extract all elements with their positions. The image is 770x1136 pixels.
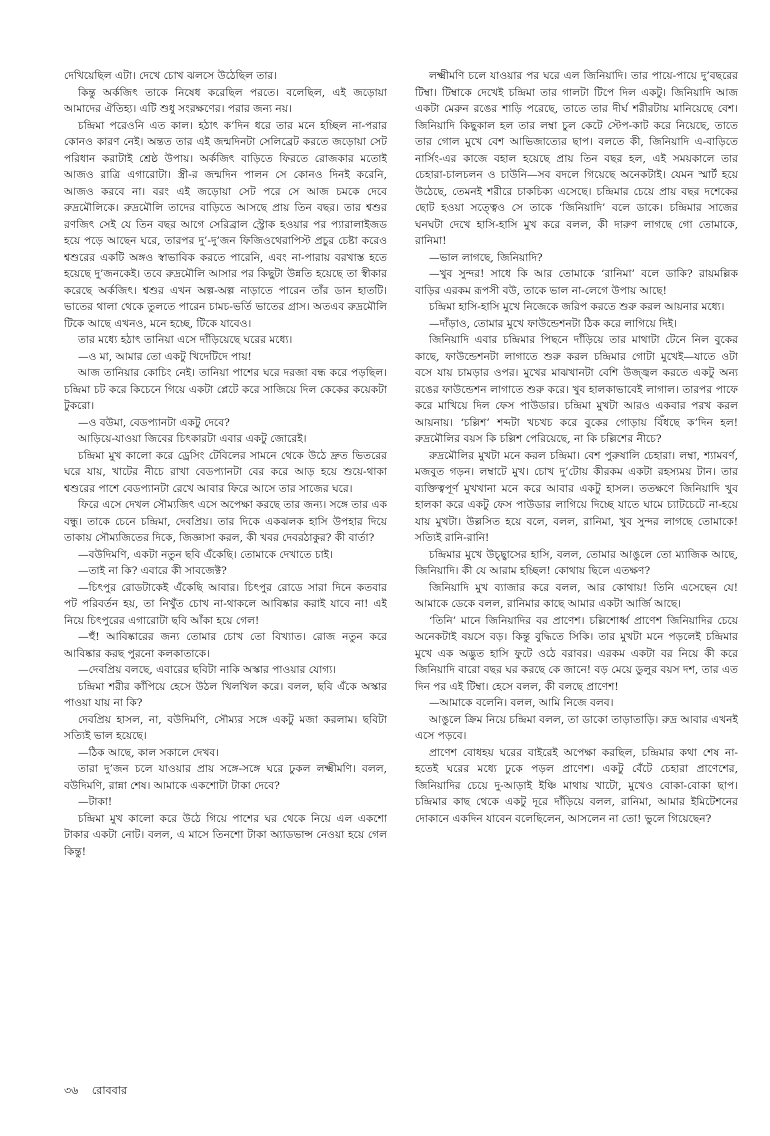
paragraph: —ও বউমা, বেডপ্যানটা একটু দেবে?: [78, 416, 230, 429]
paragraph: জিনিয়াদি মুখ ব্যাজার করে বলল, আর কোথায়! তিনি এসেছেন যে! আমাকে ডেকে বলল, রানিমার কাছে আমার একটা আর্জি আছে।: [415, 581, 738, 610]
right-column: [415, 68, 738, 1058]
paragraph: তার মধ্যে হঠাৎ তানিয়া এসে দাঁড়িয়েছে ঘরের মধ্যে।: [78, 334, 293, 346]
paragraph: —আমাকে বলেনি। বলল, আমি নিজে বলব।: [429, 697, 614, 709]
paragraph: —তাই না কি? এবারে কী সাবজেক্ট?: [78, 565, 227, 577]
paragraph: চন্দ্রিমা শরীর কাঁপিয়ে হেসে উঠল খিলখিল করে। বলল, ছবি এঁকে অস্কার পাওয়া যায় না কি?: [64, 680, 387, 709]
paragraph: আজ তানিয়ার কোচিং নেই। তানিয়া পাশের ঘরে দরজা বন্ধ করে পড়ছিল। চন্দ্রিমা চট করে কিচেনে গিয়ে একটা প্লেটে করে সাজিয়ে দিল কেকের কয়েকটা টুকরো।: [64, 367, 387, 412]
paragraph: চন্দ্রিমার মুখে উচ্ছ্বাসের হাসি, বলল, তোমার আঙুলে তো ম্যাজিক আছে, জিনিয়াদি। কী যে আরাম হচ্ছিল! কোথায় ছিলে এতক্ষণ?: [415, 548, 738, 577]
paragraph: —বউদিমণি, একটা নতুন ছবি এঁকেছি। তোমাকে দেখাতে চাই।: [78, 548, 333, 561]
paragraph: রুদ্রমৌলির মুখটা মনে করল চন্দ্রিমা। বেশ পুরুষালি চেহারা। লম্বা, শ্যামবর্ণ, মজবুত গড়ন। লম্বাটে মুখ। চোখ দু’টোয় কীরকম একটা রহস্যময় টান। তার ব্যক্তিত্বপূর্ণ মুখখানা মনে করে আবার একটু হাসল। ততক্ষণে জিনিয়াদি খুব হালকা করে একটু ফেস পাউডার লাগিয়ে দিচ্ছে যাতে ঘামে চ্যাটচেটে না-হয়ে যায় মুখটা। উল্লসিত হয়ে বলে, বলল, রানিমা, খুব সুন্দর লাগছে তোমাকে! সত্যিই রানি-রানি!: [415, 449, 738, 544]
paragraph: —ঠিক আছে, কাল সকালে দেখব।: [78, 746, 220, 759]
article-body: [64, 68, 738, 1058]
paragraph: —দাঁড়াও, তোমার মুখে ফাউন্ডেশনটা ঠিক করে লাগিয়ে দিই।: [429, 317, 677, 330]
paragraph: ‘তিনি’ মানে জিনিয়াদির বর প্রাণেশ। চল্লিশোর্ধ্ব প্রাণেশ জিনিয়াদির চেয়ে অনেকটাই বয়সে বড়। কিন্তু বুদ্ধিতে সিকি। তার মুখটা মনে পড়লেই চন্দ্রিমার মুখে এক অদ্ভুত হাসি ফুটে ওঠে বরাবর। এরকম একটা বর নিয়ে কী করে জিনিয়াদি বারো বছর ঘর করছে কে জানে! বড় মেয়ে ডুলুর বয়স দশ, তার এত দিন পর এই টিম্বা। হেসে বলল, কী বলছে প্রাণেশ!: [415, 614, 738, 693]
paragraph: ফিরে এসে দেখল সৌম্যজিৎ এসে অপেক্ষা করছে তার জন্য। সঙ্গে তার এক বন্ধু। তাকে চেনে চন্দ্রিমা, দেবপ্রিয়। তার দিকে একঝলক হাসি উপহার দিয়ে তাকায় সৌম্যজিতের দিকে, জিজ্ঞাসা করল, কী খবর দেবরঠাকুর? কী বার্তা?: [64, 499, 387, 544]
paragraph: চন্দ্রিমা মুখ কালো করে ড্রেসিং টেবিলের সামনে থেকে উঠে দ্রুত ভিতরের ঘরে যায়, খাটের নীচে রাখা বেডপ্যানটা বের করে আড় হয়ে শুয়ে-থাকা শ্বশুরের পাশে বেডপ্যানটা রেখে আবার ফিরে আসে তার সাজের ঘরে।: [64, 449, 387, 495]
paragraph: লক্ষ্মীমণি চলে যাওয়ার পর ঘরে এল জিনিয়াদি। তার পায়ে-পায়ে দু’বছরের টিম্বা। টিম্বাকে দেখেই চন্দ্রিমা তার গালটা টিপে দিল একটু। জিনিয়াদি আজ একটা মেরুন রঙের শাড়ি পরেছে, তাতে তার দীর্ঘ শরীরটায় মানিয়েছে বেশ। জিনিয়াদি কিছুকাল হল তার লম্বা চুল কেটে স্টেপ-কাট করে নিয়েছে, তাতে তার গোল মুখে বেশ আভিজাত্যের ছাপ। বলতে কী, জিনিয়াদি এ-বাড়িতে নার্সিং-এর কাজে বহাল হয়েছে প্রায় তিন বছর হল, এই সময়কালে তার চেহারা-চালচলন ও চাউনি—সব বদলে গিয়েছে অনেকটাই। যেমন স্মার্ট হয়ে উঠেছে, তেমনই শরীরে চাকচিক্য এসেছে। চন্দ্রিমার চেয়ে প্রায় বছর দশেকের ছোট হওয়া সত্ত্বেও সে তাকে ‘জিনিয়াদি’ বলে ডাকে। চন্দ্রিমার সাজের ঘনঘটা দেখে হাসি-হাসি মুখ করে বলল, কী দারুণ লাগছে গো তোমাকে, রানিমা!: [415, 70, 738, 247]
page-number: ৩৬: [64, 1084, 79, 1097]
page-footer: [64, 1082, 137, 1101]
paragraph: তারা দু’জন চলে যাওয়ার প্রায় সঙ্গে-সঙ্গে ঘরে ঢুকল লক্ষ্মীমণি। বলল, বউদিমণি, রান্না শেষ। আমাকে একশোটা টাকা দেবে?: [64, 763, 387, 792]
paragraph: আঙুলে ক্রিম নিয়ে চন্দ্রিমা বলল, তা ডাকো তাড়াতাড়ি। রুদ্র আবার এখনই এসে পড়বে।: [415, 713, 738, 742]
paragraph: চন্দ্রিমা মুখ কালো করে উঠে গিয়ে পাশের ঘর থেকে নিয়ে এল একশো টাকার একটা নোট। বলল, এ মাসে তিনশো টাকা অ্যাডভান্স নেওয়া হয়ে গেল কিন্তু!: [64, 812, 387, 858]
paragraph: —হুঁ! আবিষ্কারের জন্য তোমার চোখ তো বিখ্যাত। রোজ নতুন করে আবিষ্কার করছ পুরনো কলকাতাকে।: [64, 631, 387, 660]
paragraph: —ভাল লাগছে, জিনিয়াদি?: [429, 251, 543, 264]
paragraph: —চিৎপুর রোডটাকেই এঁকেছি আবার। চিৎপুর রোডে সারা দিনে কতবার পট পরিবর্তন হয়, তা নিখুঁত চোখ না-থাকলে আবিষ্কার করাই যাবে না! এই নিয়ে চিৎপুরের এগারোটা ছবি আঁকা হয়ে গেল!: [64, 581, 387, 627]
paragraph: —টাকা!: [78, 796, 113, 808]
paragraph: কিন্তু অর্কজিৎ তাকে নিষেধ করেছিল পরতে। বলেছিল, এই জড়োয়া আমাদের ঐতিহ্য। এটি শুধু সংরক্ষণের। পরার জন্য নয়।: [64, 86, 387, 115]
paragraph: চন্দ্রিমা পরেওনি এত কাল। হঠাৎ ক’দিন ধরে তার মনে হচ্ছিল না-পরার কোনও কারণ নেই। অন্তত তার এই জন্মদিনটা সেলিব্রেট করতে জড়োয়া সেট পরিধান করাটাই শ্রেষ্ঠ উপায়। অর্কজিৎ বাড়িতে ফিরতে রোজকার মতোই আজও রাত্রি এগারোটা। স্ত্রী-র জন্মদিন পালন সে কোনও দিনই করেনি, আজও করবে না। বরং এই জড়োয়া সেট পরে সে আজ চমকে দেবে রুদ্রমৌলিকে। রুদ্রমৌলি তাদের বাড়িতে আসছে প্রায় তিন বছর। তার শ্বশুর রণজিৎ সেই যে তিন বছর আগে সেরিব্রাল স্ট্রোক হওয়ার পর প্যারালাইজড হয়ে পড়ে আছেন ঘরে, তারপর দু’-দু’জন ফিজিওথেরাপিস্ট প্রচুর চেষ্টা করেও শ্বশুরের একটি অঙ্গও স্বাভাবিক করতে পারেনি, এবং না-পারায় বরখাস্ত হতে হয়েছে দু’জনকেই। তবে রুদ্রমৌলি আসার পর কিছুটা উন্নতি হয়েছে তা স্বীকার করেছে অর্কজিৎ। শ্বশুর এখন অল্প-অল্প নাড়াতে পারেন তাঁর ডান হাতটি। ভাতের থালা থেকে তুলতে পারেন চামচ-ভর্তি ভাতের গ্রাস। অতএব রুদ্রমৌলি টিকে আছে এখনও, মনে হচ্ছে, টিকে যাবেও।: [64, 119, 387, 330]
paragraph: —দেবপ্রিয় বলছে, এবারের ছবিটা নাকি অস্কার পাওয়ার যোগ্য।: [78, 664, 337, 676]
magazine-name: রোববার: [91, 1084, 128, 1097]
paragraph: —খুব সুন্দর! সাধে কি আর তোমাকে ‘রানিমা’ বলে ডাকি? রায়মল্লিক বাড়ির এরকম রূপসী বউ, তাকে ভাল না-লেগে উপায় আছে!: [415, 268, 738, 297]
paragraph: দেখিয়েছিল এটা। দেখে চোখ ঝলসে উঠেছিল তার।: [64, 70, 278, 82]
left-column: [64, 68, 387, 1058]
paragraph: প্রাণেশ বোধহয় ঘরের বাইরেই অপেক্ষা করছিল, চন্দ্রিমার কথা শেষ না-হতেই ঘরের মধ্যে ঢুকে পড়ল প্রাণেশ। একটু বেঁটে চেহারা প্রাণেশের, জিনিয়াদির চেয়ে দু-আড়াই ইঞ্চি মাথায় খাটো, মুখেও বোকা-বোকা ছাপ। চন্দ্রিমার কাছ থেকে একটু দূরে দাঁড়িয়ে বলল, রানিমা, আমার ইমিটেশনের দোকানে একদিন যাবেন বলেছিলেন, আসলেন না তো! ভুলে গিয়েছেন?: [415, 746, 738, 825]
paragraph: জিনিয়াদি এবার চন্দ্রিমার পিছনে দাঁড়িয়ে তার মাথাটা টেনে নিল বুকের কাছে, ফাউন্ডেশনটা লাগাতে শুরু করল চন্দ্রিমার গোটা মুখেই—যাতে ওটা বসে যায় চামড়ার ওপর। মুখের মাঝখানটা বেশি উজ্জ্বল করতে একটু অন্য রঙের ফাউন্ডেশন লাগাতে শুরু করে। খুব হালকাভাবেই লাগাল। তারপর পাফে করে মাখিয়ে দিল ফেস পাউডার। চন্দ্রিমা মুখটা আরও একবার পরখ করল আয়নায়। ‘চল্লিশ’ শব্দটা খচখচ করে বুকের গোড়ায় বিঁধছে ক’দিন হল! রুদ্রমৌলির বয়স কি চল্লিশ পেরিয়েছে, না কি চল্লিশের নীচে?: [415, 334, 738, 445]
paragraph: আড়িয়ে-যাওয়া জিবের চিৎকারটা এবার একটু জোরেই।: [78, 433, 307, 445]
paragraph: —ও মা, আমার তো একটু খিদেটিদে পায়!: [78, 350, 252, 363]
paragraph: দেবপ্রিয় হাসল, না, বউদিমণি, সৌম্যর সঙ্গে একটু মজা করলাম। ছবিটা সত্যিই ভাল হয়েছে।: [64, 713, 387, 742]
paragraph: চন্দ্রিমা হাসি-হাসি মুখে নিজেকে জরিপ করতে শুরু করল আয়নার মধ্যে।: [429, 301, 725, 313]
